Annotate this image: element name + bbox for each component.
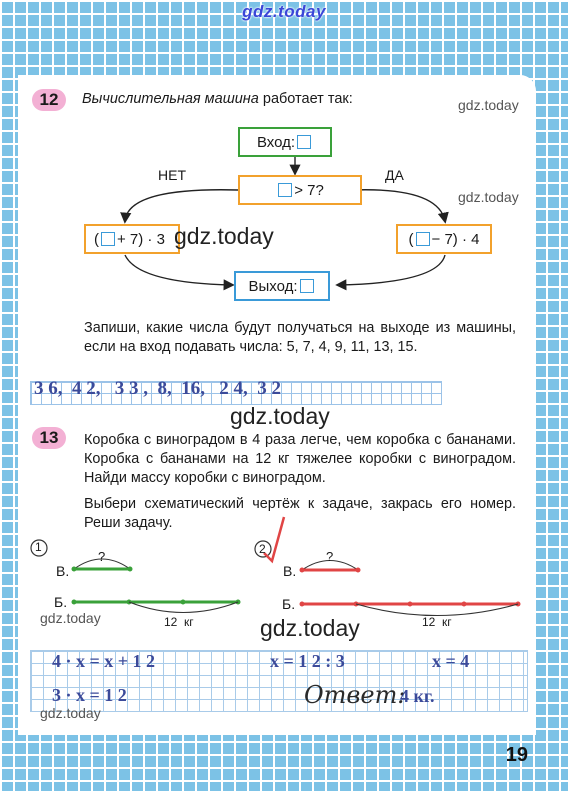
right-expr-rest: − 7) · 4 (431, 230, 480, 248)
answer-value: 4 кг. (400, 686, 435, 706)
solution-line-1b: x = 1 2 : 3 (270, 651, 345, 671)
task-12-intro-italic: Вычислительная машина (82, 91, 259, 107)
scheme-1-question: ? (98, 549, 106, 564)
task-13-instruction: Выбери схематический чертёж к задаче, закрась его номер. Реши задачу. (84, 496, 516, 531)
condition-text: > 7? (294, 181, 324, 199)
output-blank (300, 279, 314, 293)
scheme-2-question: ? (326, 549, 334, 564)
condition-box (238, 175, 362, 205)
scheme-2-b-label: Б. (282, 596, 296, 612)
scheme-2-v-label: В. (283, 563, 297, 579)
scheme-2-number: 2 (259, 542, 266, 556)
left-expr-open: ( (94, 230, 99, 248)
answer-word: Ответ: (304, 681, 406, 709)
left-expr-rest: + 7) · 3 (117, 230, 165, 248)
watermark-2: gdz.today (458, 189, 519, 205)
task-12-question: Запиши, какие числа будут получаться на выходе из машины, если на вход подавать числа: 5, 7, 4, 9, 11, 13, 15. (84, 320, 516, 355)
input-box (238, 127, 332, 157)
no-label: НЕТ (158, 167, 186, 183)
output-box (234, 271, 330, 301)
watermark-5: gdz.today (40, 610, 101, 626)
scheme-1-v-label: В. (56, 563, 70, 579)
top-watermark: gdz.today (242, 2, 326, 21)
watermark-6: gdz.today (260, 615, 360, 641)
task-12-answer: 3 6, 4 2, 3 3 , 8, 16, 2 4, 3 2 (34, 378, 281, 399)
solution-line-1a: 4 · x = x + 1 2 (52, 651, 156, 671)
task-12-number: 12 (32, 89, 66, 111)
task-13-text: Коробка с виноградом в 4 раза легче, чем коробка с бананами. Коробка с бананами на 12 кг тяжелее коробки с виноградом. Найди массу коробки с виноградом. (84, 432, 516, 486)
yes-label: ДА (385, 167, 404, 183)
task-12-intro-rest: работает так: (262, 91, 353, 107)
input-blank (297, 135, 311, 149)
watermark-1: gdz.today (458, 97, 519, 113)
right-expression-box (396, 224, 492, 254)
scheme-1-kg: 12 кг (164, 615, 194, 629)
scheme-1-number: 1 (35, 540, 42, 554)
page-number: 19 (505, 744, 528, 766)
solution-line-2a: 3 · x = 1 2 (52, 685, 127, 705)
watermark-7: gdz.today (40, 705, 101, 721)
task-13-number: 13 (32, 427, 66, 449)
watermark-3: gdz.today (174, 223, 274, 249)
scheme-1-b-label: Б. (54, 594, 68, 610)
watermark-4: gdz.today (230, 403, 330, 429)
condition-blank (278, 183, 292, 197)
right-expr-blank (416, 232, 430, 246)
left-expr-blank (101, 232, 115, 246)
input-label: Вход: (256, 133, 296, 151)
right-expr-open: ( (408, 230, 414, 248)
output-label: Выход: (248, 277, 298, 295)
textbook-page (18, 75, 536, 735)
left-expression-box (84, 224, 180, 254)
solution-line-1c: x = 4 (432, 651, 470, 671)
scheme-2-kg: 12 кг (422, 615, 452, 629)
